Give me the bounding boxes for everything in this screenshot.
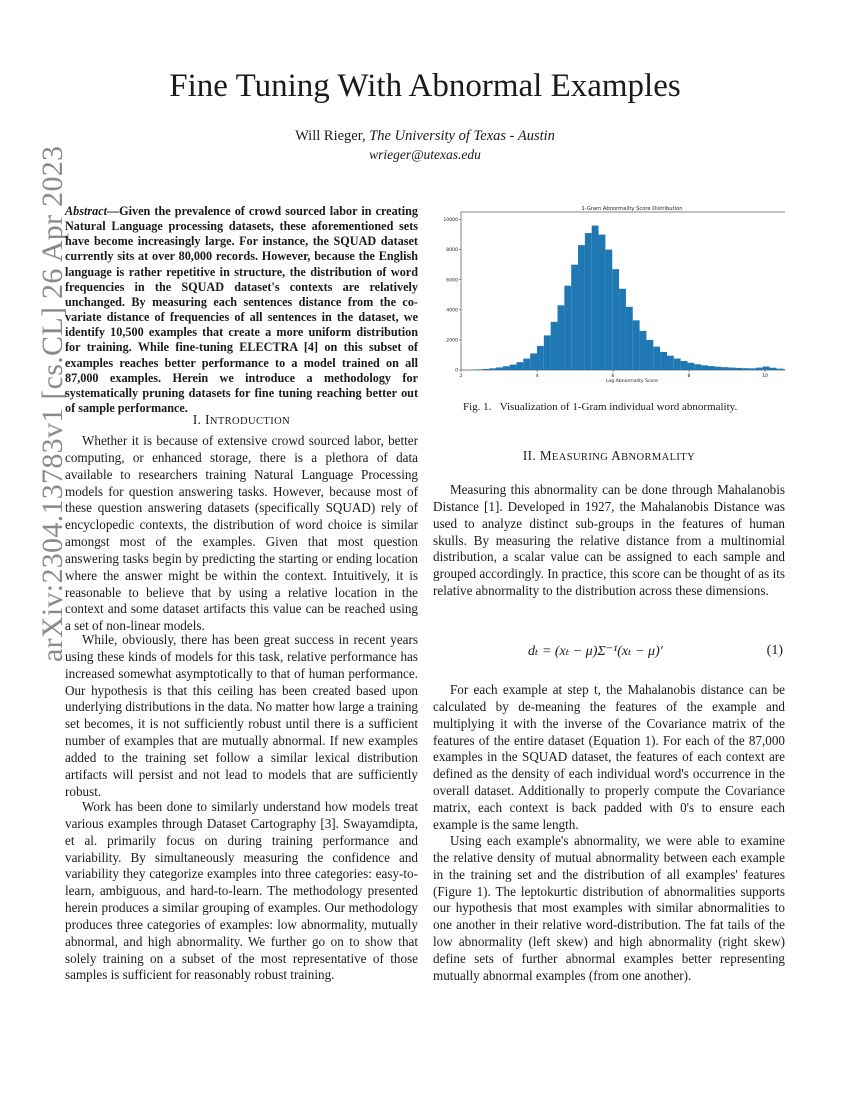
histogram-bar	[571, 265, 578, 370]
y-tick-label: 0	[455, 368, 458, 374]
y-tick-label: 2000	[446, 338, 458, 344]
figure-caption-label: Fig. 1.	[463, 401, 492, 413]
abstract	[65, 204, 418, 416]
histogram-bar	[633, 320, 640, 370]
histogram-bar	[592, 226, 599, 370]
histogram-bar	[742, 368, 749, 370]
histogram-bar	[530, 353, 537, 370]
histogram-bar	[599, 235, 606, 370]
histogram-bar	[756, 368, 763, 370]
x-axis-label: Log Abnormality Score	[606, 379, 658, 384]
histogram-bar	[605, 250, 612, 370]
author-affiliation: The University of Texas - Austin	[369, 128, 555, 144]
x-tick-label: 10	[762, 374, 768, 379]
histogram-bar	[660, 352, 667, 370]
measuring-paragraph-2: For each example at step t, the Mahalanobis distance can be calculated by de-meaning the features of the example and multiplying it with the inverse of the Covariance matrix of the features of the entire dataset (Equation 1). For each of the 87,000 examples in the SQUAD dataset, the features of each context are defined as the density of each individual word's occurrence in the overall dataset. Additionally to properly compute the Covariance matrix, each context is back padded with 0's to ensure each example is the same length.	[433, 682, 785, 832]
paper-title: Fine Tuning With Abnormal Examples	[169, 68, 681, 104]
histogram-bar	[674, 359, 681, 370]
histogram-chart	[433, 200, 785, 390]
equation-number: (1)	[766, 643, 783, 658]
abstract-lead: Abstract	[65, 204, 107, 218]
histogram-bar	[708, 366, 715, 370]
author-name: Will Rieger,	[295, 128, 370, 144]
histogram-bar	[763, 367, 770, 370]
section-heading-introduction: I. INTRODUCTION	[192, 412, 291, 427]
author-email: wrieger@utexas.edu	[369, 147, 481, 162]
measuring-paragraph-1: Measuring this abnormality can be done through Mahalanobis Distance [1]. Developed in 1927, the Mahalanobis Distance was used to analyze distinct sub-groups in the features of human skulls. By measuring the relative distance from a multinomial distribution, a scalar value can be assigned to each sample and grouped accordingly. In practice, this score can be thought of as its relative abnormality to the distribution across these dimensions.	[433, 482, 785, 599]
histogram-bar	[770, 368, 777, 370]
x-tick-label: 2	[459, 374, 463, 379]
section-heading-measuring-abnormality: II. MEASURING ABNORMALITY	[522, 448, 696, 463]
histogram-bar	[612, 269, 619, 370]
histogram-bar	[722, 367, 729, 370]
abstract-body: —Given the prevalence of crowd sourced labor in creating Natural Language processing datasets, these aforementioned sets have become increasingly large. For instance, the SQUAD dataset currently sits at over 80,000 records. However, because the English language is rather repetitive in structure, the distribution of word frequencies in the SQUAD dataset's contexts are relatively unchanged. By measuring each sentences distance from the co-variate distance of frequencies of all sentences in the dataset, we identify 10,500 examples that create a more uniform distribution for training. While fine-tuning ELECTRA [4] on this subset of examples reaches better performance to a model trained on all 87,000 examples. Herein we introduce a methodology for systematically pruning datasets for fine tuning reaching better out of sample performance.	[65, 204, 418, 416]
intro-paragraph-1: Whether it is because of extensive crowd sourced labor, better computing, or enhanced storage, there is a plethora of data available to researchers training Natural Language Processing models for question answering tasks. However, because most of these question answering datasets (specifically SQUAD) rely of encyclopedic contexts, the distribution of word choice is similar amongst most of the examples. Given that most question answering tasks begin by predicting the starting or ending location where the answer might be within the context. Intuitively, it is reasonable to believe that by using a relative location in the context and some dataset artifacts this value can be reached using a set of non-linear models.	[65, 433, 418, 634]
x-axis-ticks	[460, 370, 768, 379]
arxiv-side-stamp	[0, 0, 69, 1100]
histogram-bar	[510, 365, 517, 370]
figure-1	[433, 200, 785, 390]
x-tick-label: 6	[611, 374, 615, 379]
histogram-bar	[667, 356, 674, 370]
histogram-bar	[551, 322, 558, 370]
histogram-bar	[783, 369, 785, 370]
histogram-bar	[475, 369, 482, 370]
y-tick-label: 4000	[446, 308, 458, 314]
histogram-bars	[469, 226, 785, 370]
histogram-bar	[729, 368, 736, 370]
equation-expression: dₜ = (xₜ − μ)Σ⁻¹(xₜ − μ)′	[528, 644, 663, 659]
histogram-bar	[564, 286, 571, 370]
histogram-bar	[482, 369, 489, 370]
histogram-bar	[578, 245, 585, 370]
y-tick-label: 10000	[443, 218, 458, 224]
histogram-bar	[653, 347, 660, 370]
x-tick-label: 8	[687, 374, 691, 379]
measuring-paragraph-3: Using each example's abnormality, we were able to examine the relative density of mutual abnormality between each example in the training set and the distribution of all examples' features (Figure 1). The leptokurtic distribution of abnormalities supports our hypothesis that most examples with similar abnormalities to one another in their relative word-distribution. The fat tails of the low abnormality (left skew) and high abnormality (right skew) define sets of further abnormal examples better representing mutually abnormal examples (from one another).	[433, 833, 785, 983]
chart-title: 1-Gram Abnormality Score Distribution	[581, 206, 683, 212]
histogram-bar	[489, 368, 496, 370]
histogram-bar	[503, 366, 510, 370]
histogram-bar	[626, 307, 633, 370]
histogram-bar	[585, 233, 592, 370]
histogram-bar	[735, 368, 742, 370]
histogram-bar	[537, 346, 544, 370]
histogram-bar	[544, 335, 551, 370]
histogram-bar	[646, 340, 653, 370]
histogram-bar	[749, 368, 756, 370]
histogram-bar	[776, 369, 783, 370]
y-tick-label: 6000	[446, 278, 458, 284]
histogram-bar	[694, 364, 701, 370]
histogram-bar	[619, 289, 626, 370]
y-axis-ticks	[443, 217, 461, 373]
author-line	[0, 128, 850, 145]
y-tick-label: 8000	[446, 248, 458, 254]
histogram-bar	[523, 359, 530, 370]
x-tick-label: 4	[535, 374, 539, 379]
histogram-bar	[516, 362, 523, 370]
histogram-bar	[681, 361, 688, 370]
arxiv-identifier: arXiv:2304.13783v1 [cs.CL] 26 Apr 2023	[36, 145, 69, 662]
histogram-bar	[701, 365, 708, 370]
equation-1	[433, 643, 785, 663]
histogram-bar	[715, 367, 722, 370]
histogram-bar	[496, 367, 503, 370]
histogram-bar	[687, 363, 694, 370]
histogram-bar	[640, 331, 647, 370]
intro-paragraph-3: Work has been done to similarly understand how models treat various examples through Dataset Cartography [3]. Swayamdipta, et al. primarily focus on during training performance and variability. By simultaneously measuring the confidence and variability they categorize examples into three categories: easy-to-learn, ambiguous, and hard-to-learn. The methodology presented herein produces a similar grouping of examples. Our methodology produces three categories of examples: low abnormality, mutually abnormal, and high abnormality. We further go on to show that solely training on a subset of the most representative of those samples is sufficient for reasonably robust training.	[65, 799, 418, 983]
figure-caption-text: Visualization of 1-Gram individual word abnormality.	[499, 401, 738, 413]
intro-paragraph-2: While, obviously, there has been great success in recent years using these kinds of models for this task, relative performance has increased somewhat asymptotically to that of human performance. Our hypothesis is that this ceiling has been created based upon underlying distributions in the data. No matter how large a training set becomes, it is not sufficiently robust until there is a sufficient number of examples that are mutually abnormal. If new examples added to the training set follow a similar lexical distribution artifacts will persist and not lead to models that are sufficiently robust.	[65, 632, 418, 799]
histogram-bar	[558, 305, 565, 370]
figure-caption	[463, 401, 737, 413]
